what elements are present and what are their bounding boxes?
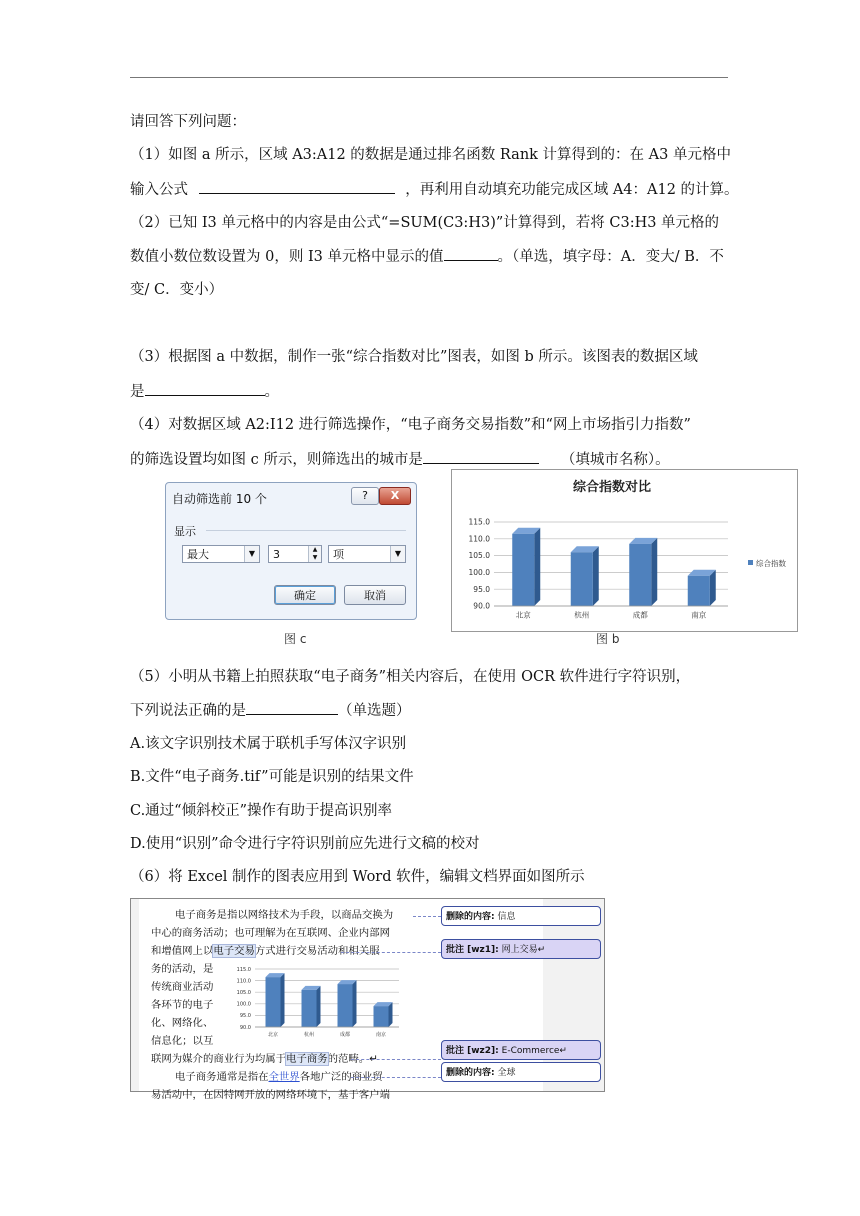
top-bottom-value: 最大 xyxy=(187,548,209,561)
group-divider xyxy=(206,530,406,531)
y-tick-label: 110.0 xyxy=(236,978,251,985)
q2-line3: 变/ C．变小） xyxy=(130,282,224,298)
q1-answer-blank[interactable] xyxy=(199,179,395,194)
bar-side xyxy=(534,528,540,606)
dialog-title: 自动筛选前 10 个 xyxy=(172,492,267,506)
header-rule xyxy=(130,77,728,78)
legend-label: 综合指数 xyxy=(756,559,786,568)
deletion-balloon[interactable] xyxy=(441,906,601,926)
q5-option-d: D.使用“识别”命令进行字符识别前应先进行文稿的校对 xyxy=(130,836,480,852)
y-tick-label: 100.0 xyxy=(468,568,490,578)
balloon-label: 批注 [wz2]: xyxy=(446,1046,499,1056)
bar-side xyxy=(389,1002,393,1027)
q4-text-a: 的筛选设置均如图 c 所示，则筛选出的城市是 xyxy=(130,452,423,468)
bar xyxy=(571,552,593,606)
x-tick-label: 杭州 xyxy=(574,610,590,620)
bar xyxy=(266,977,281,1027)
q2-text-b: 。（单选，填字母：A．变大/ B．不 xyxy=(497,249,724,265)
bar xyxy=(374,1006,389,1027)
balloon-label: 删除的内容: xyxy=(446,1068,495,1078)
y-tick-label: 105.0 xyxy=(236,989,251,996)
balloon-connector xyxy=(341,952,441,953)
q5-answer-blank[interactable] xyxy=(246,700,338,715)
y-tick-label: 105.0 xyxy=(468,551,490,561)
word-line: 化、网络化、 xyxy=(151,1017,214,1029)
y-tick-label: 115.0 xyxy=(468,517,490,527)
q3-text-b: 。 xyxy=(264,384,279,400)
q5-option-c: C.通过“倾斜校正”操作有助于提高识别率 xyxy=(130,803,393,819)
x-tick-label: 南京 xyxy=(375,1032,387,1038)
q3-line1: （3）根据图 a 中数据，制作一张“综合指数对比”图表，如图 b 所示。该图表的数据区域 xyxy=(130,349,698,365)
y-tick-label: 90.0 xyxy=(473,601,490,611)
word-line xyxy=(151,1049,378,1069)
q2-answer-blank[interactable] xyxy=(444,246,498,261)
bar xyxy=(338,984,353,1027)
x-tick-label: 杭州 xyxy=(303,1032,315,1038)
balloon-connector xyxy=(351,1077,441,1078)
intro-text: 请回答下列问题： xyxy=(130,114,246,130)
word-text: 方式进行交易活动和相关服 xyxy=(254,945,380,957)
bar-side xyxy=(593,546,599,606)
chart-b-svg xyxy=(452,470,797,631)
q5-text-b: （单选题） xyxy=(338,703,411,719)
q5-line2 xyxy=(130,700,411,721)
y-tick-label: 110.0 xyxy=(468,534,490,544)
bar-side xyxy=(281,973,285,1027)
embedded-chart[interactable] xyxy=(229,961,404,1041)
comment-balloon[interactable] xyxy=(441,939,601,959)
balloon-label: 批注 [wz1]: xyxy=(446,945,499,955)
q3-text-a: 是 xyxy=(130,384,145,400)
y-tick-label: 115.0 xyxy=(236,966,251,973)
bar-side xyxy=(651,538,657,606)
q1-text-a: 输入公式 xyxy=(130,182,188,198)
bar xyxy=(512,534,534,606)
close-button[interactable]: X xyxy=(379,487,411,505)
q4-line1: （4）对数据区域 A2:I12 进行筛选操作，“电子商务交易指数”和“网上市场指引力指数” xyxy=(130,417,691,433)
word-line: 传统商业活动 xyxy=(151,981,214,993)
q4-answer-blank[interactable] xyxy=(423,449,539,464)
balloon-connector xyxy=(351,1059,441,1060)
balloon-text: E-Commerce↵ xyxy=(498,1046,567,1056)
bar-side xyxy=(317,986,321,1027)
unit-value: 项 xyxy=(333,548,344,561)
word-text: 电子商务通常是指在 xyxy=(175,1071,269,1083)
y-tick-label: 100.0 xyxy=(236,1001,251,1008)
chevron-down-icon: ▼ xyxy=(390,546,405,562)
q4-text-b: （填城市名称）。 xyxy=(560,452,670,468)
word-line xyxy=(151,941,380,961)
word-line: 中心的商务活动；也可理解为在互联网、企业内部网 xyxy=(151,927,390,939)
cancel-button[interactable]: 取消 xyxy=(344,585,406,605)
word-line: 电子商务是指以网络技术为手段，以商品交换为 xyxy=(175,909,394,921)
comment-anchor-wz1[interactable]: 电子交易 xyxy=(213,945,255,957)
chevron-down-icon: ▼ xyxy=(244,546,259,562)
balloon-text: 信息 xyxy=(494,912,516,922)
bar xyxy=(302,990,317,1027)
q3-answer-blank[interactable] xyxy=(145,381,265,396)
chart-title: 综合指数对比 xyxy=(572,480,652,495)
q5-line1: （5）小明从书籍上拍照获取“电子商务”相关内容后，在使用 OCR 软件进行字符识别， xyxy=(130,669,691,685)
x-tick-label: 北京 xyxy=(267,1032,279,1038)
comment-balloon[interactable] xyxy=(441,1040,601,1060)
q3-line2 xyxy=(130,381,279,402)
spinner-arrows-icon[interactable]: ▲ ▼ xyxy=(308,546,321,562)
word-line: 务的活动，是 xyxy=(151,963,214,975)
tracked-insertion[interactable]: 全世界 xyxy=(268,1071,300,1083)
word-line: 易活动中，在因特网开放的网络环境下，基于客户端 xyxy=(151,1089,390,1101)
word-editor-screenshot xyxy=(130,898,605,1101)
q5-text-a: 下列说法正确的是 xyxy=(130,703,246,719)
help-button[interactable]: ? xyxy=(351,487,379,505)
comment-anchor-wz2[interactable]: 电子商务 xyxy=(286,1053,328,1065)
y-tick-label: 90.0 xyxy=(239,1024,251,1031)
x-tick-label: 成都 xyxy=(339,1032,351,1038)
balloon-connector xyxy=(413,916,441,917)
fig-b-caption: 图 b xyxy=(596,632,620,646)
count-value: 3 xyxy=(273,548,280,561)
x-tick-label: 北京 xyxy=(515,610,531,620)
legend-swatch xyxy=(748,560,753,565)
word-line: 各环节的电子 xyxy=(151,999,214,1011)
word-text: 联网为媒介的商业行为均属于 xyxy=(151,1053,287,1065)
bar xyxy=(688,576,710,606)
unit-select[interactable] xyxy=(328,545,406,563)
count-spinner[interactable] xyxy=(268,545,322,563)
word-text: 和增值网上以 xyxy=(151,945,214,957)
q6-line1: （6）将 Excel 制作的图表应用到 Word 软件，编辑文档界面如图所示 xyxy=(130,869,585,885)
word-line: 信息化；以互 xyxy=(151,1035,214,1047)
bar-side xyxy=(710,570,716,606)
balloon-text: 网上交易↵ xyxy=(498,945,546,955)
q2-line1: （2）已知 I3 单元格中的内容是由公式“=SUM(C3:H3)”计算得到，若将 C3:H3 单元格的 xyxy=(130,215,720,231)
q2-line2 xyxy=(130,246,724,267)
balloon-text: 全球 xyxy=(494,1068,516,1078)
y-tick-label: 95.0 xyxy=(239,1013,251,1020)
y-tick-label: 95.0 xyxy=(473,584,490,594)
q1-text-b: ，再利用自动填充功能完成区域 A4：A12 的计算。 xyxy=(405,182,739,198)
x-tick-label: 成都 xyxy=(632,610,648,620)
word-text: 各地广泛的商业贸 xyxy=(299,1071,383,1083)
q1-line2 xyxy=(130,179,739,200)
q5-option-b: B.文件“电子商务.tif”可能是识别的结果文件 xyxy=(130,769,414,785)
q4-line2 xyxy=(130,449,670,470)
word-text: 的范畴。↵ xyxy=(327,1053,378,1065)
ok-button[interactable]: 确定 xyxy=(274,585,336,605)
deletion-balloon[interactable] xyxy=(441,1062,601,1082)
fig-c-caption: 图 c xyxy=(284,632,307,646)
display-group-label: 显示 xyxy=(174,525,196,538)
bar xyxy=(629,544,651,606)
q5-option-a: A.该文字识别技术属于联机手写体汉字识别 xyxy=(130,736,407,752)
autofilter-top10-dialog xyxy=(165,482,417,620)
bar-side xyxy=(353,980,357,1027)
chart-b xyxy=(451,469,798,632)
q1-line1: （1）如图 a 所示，区域 A3:A12 的数据是通过排名函数 Rank 计算得到的：在 A3 单元格中 xyxy=(130,147,731,163)
balloon-label: 删除的内容: xyxy=(446,912,495,922)
q2-text-a: 数值小数位数设置为 0，则 I3 单元格中显示的值 xyxy=(130,249,444,265)
top-bottom-select[interactable] xyxy=(182,545,260,563)
x-tick-label: 南京 xyxy=(691,610,707,620)
